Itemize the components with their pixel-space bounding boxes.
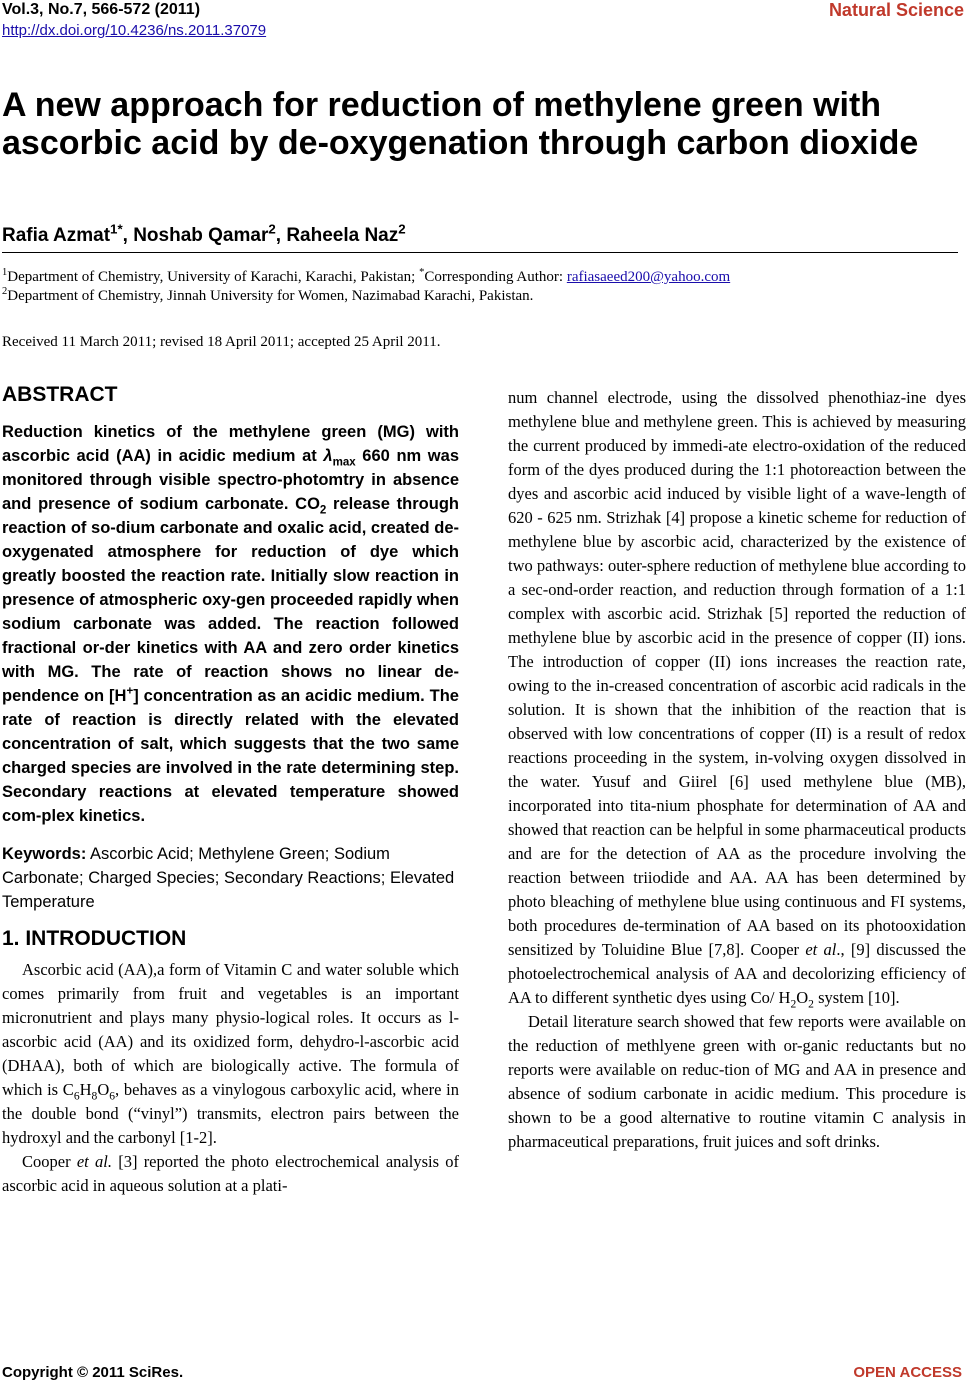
doi-link[interactable]: http://dx.doi.org/10.4236/ns.2011.37079 bbox=[2, 22, 267, 39]
intro-paragraph-3: Detail literature search showed that few reports were available on the reduction of methlyene green with or-ganic reductants but no reports were available on reduc-tion of MG and AA in presence and absence of sodium carbonate in acidic medium. This procedure is shown to be a good alternative to routine vitamin C analysis in pharmaceutical preparations, fruit juices and soft drinks. bbox=[508, 1012, 966, 1151]
affiliation-mark: 2 bbox=[2, 286, 8, 297]
affiliation-1 bbox=[2, 268, 730, 287]
right-column bbox=[508, 386, 966, 1154]
corresponding-mark: * bbox=[419, 267, 425, 278]
intro-paragraph-2: Cooper et al. [3] reported the photo electrochemical analysis of ascorbic acid in aqueous solution at a plati- bbox=[2, 1152, 459, 1195]
author-affiliation-mark: 2 bbox=[268, 221, 276, 237]
open-access-label: OPEN ACCESS bbox=[853, 1364, 962, 1381]
affiliation-text: Department of Chemistry, Jinnah University for Women, Nazimabad Karachi, Pakistan. bbox=[7, 288, 534, 304]
affiliation-2 bbox=[2, 287, 533, 306]
intro-paragraph-2-continued: num channel electrode, using the dissolved phenothiaz-ine dyes methylene blue and methylene green. This is achieved by measuring the current produced by immedi-ate electro-oxidation of the reduced form of the dyes produced during the 1:1 photoreaction between the dyes and ascorbic acid induced by visible light of a wave-length of 620 - 625 nm. Strizhak [4] propose a kinetic scheme for reduction of methylene blue by ascorbic acid, characterized by the existence of two pathways: outer-sphere reduction of methylene blue according to a sec-ond-order reaction, and reduction through formation of a 1:1 complex with ascorbic acid. Strizhak [5] reported the reduction of methylene blue by ascorbic acid in the presence of copper (II) ions. The introduction of copper (II) ions increases the reaction rate, owing to the in-creased concentration of ascorbic acid radicals in the solution. It is shown that the inhibition of the reaction that is observed with low concentrations of copper (II) is a result of redox reactions proceeding in the system, in-volving oxygen dissolved in the water. Yusuf and Giirel [6] used methylene blue (MB), incorporated into tita-nium phosphate for determination of AA and showed that reaction can be helpful in some pharmaceutical products and are for the detection of AA as the procedure involving the reaction between triiodide and AA. AA has been determined by photo bleaching of methylene blue using continuous and FI systems, both procedures de-termination of AA based on its photooxidation sensitized by Toluidine Blue [7,8]. Cooper et al., [9] discussed the photoelectrochemical analysis of AA and decolorizing efficiency of AA to different synthetic dyes using Co/ $H_2O_2$ system [10]. bbox=[508, 388, 966, 1011]
email-link[interactable]: rafiasaeed200@yahoo.com bbox=[566, 269, 731, 285]
intro-paragraph-1: Ascorbic acid (AA),a form of Vitamin C and water soluble which comes primarily from fruit and vegetables is an important micronutrient and plays many physio-logical roles. It occurs as l-ascorbic acid (AA) and its oxidized form, dehydro-l-ascorbic acid (DHAA), both of which are biologically active. The formula of which is $C_6H_8O_6$, behaves as a vinylogous carboxylic acid, where in the double bond (“vinyl”) transmits, electron pairs between the hydroxyl and the carbonyl [1-2]. bbox=[2, 960, 459, 1147]
author-separator: , bbox=[275, 225, 287, 246]
journal-name: Natural Science bbox=[828, 0, 964, 20]
abstract-text: Reduction kinetics of the methylene green (MG) with ascorbic acid (AA) in acidic medium at $\lambda_{max}$ 660 nm was monitored through visible spectro-photomtry in absence and presence of sodium carbonate. $CO_2$ release through reaction of so-dium carbonate and oxalic acid, created de-oxygenated atmosphere for reduction of dye which greatly boosted the reaction rate. Initially slow reaction in presence of atmospheric oxy-gen proceeded rapidly when sodium carbonate was added. The reaction followed fractional or-der kinetics with AA and zero order kinetics with MG. The rate of reaction shows no linear de-pendence on [H+] concentration as an acidic medium. The rate of reaction is directly related with the elevated concentration of salt, which suggests that the two same charged species are involved in the rate determining step. Secondary reactions at elevated temperature showed com-plex kinetics. bbox=[2, 423, 459, 825]
section-heading-introduction: 1. INTRODUCTION bbox=[2, 927, 187, 950]
received-dates: Received 11 March 2011; revised 18 April 2011; accepted 25 April 2011. bbox=[2, 334, 441, 350]
keywords bbox=[2, 842, 459, 914]
keywords-label: Keywords: bbox=[2, 845, 87, 863]
keywords-text: Ascorbic Acid; Methylene Green; Sodium Carbonate; Charged Species; Secondary Reactions; Elevated Temperature bbox=[2, 845, 455, 911]
abstract-heading: ABSTRACT bbox=[2, 383, 118, 406]
author-affiliation-mark: 1* bbox=[110, 221, 123, 237]
left-column bbox=[2, 380, 459, 1198]
affiliation-text: Department of Chemistry, University of Karachi, Karachi, Pakistan; bbox=[7, 269, 420, 285]
corresponding-label: Corresponding Author: bbox=[424, 269, 567, 285]
copyright-notice: Copyright © 2011 SciRes. bbox=[2, 1364, 184, 1381]
author-name: Rafia Azmat bbox=[2, 225, 111, 246]
author-affiliation-mark: 2 bbox=[398, 221, 406, 237]
author-separator: , bbox=[122, 225, 134, 246]
author-list bbox=[2, 221, 406, 248]
journal-volume: Vol.3, No.7, 566-572 (2011) bbox=[2, 1, 201, 18]
affiliation-mark: 1 bbox=[2, 267, 8, 278]
title-divider bbox=[2, 252, 958, 253]
paper-title: A new approach for reduction of methylene green with ascorbic acid by de-oxygenation through carbon dioxide bbox=[2, 86, 919, 162]
author-name: Raheela Naz bbox=[286, 225, 399, 246]
author-name: Noshab Qamar bbox=[133, 225, 269, 246]
